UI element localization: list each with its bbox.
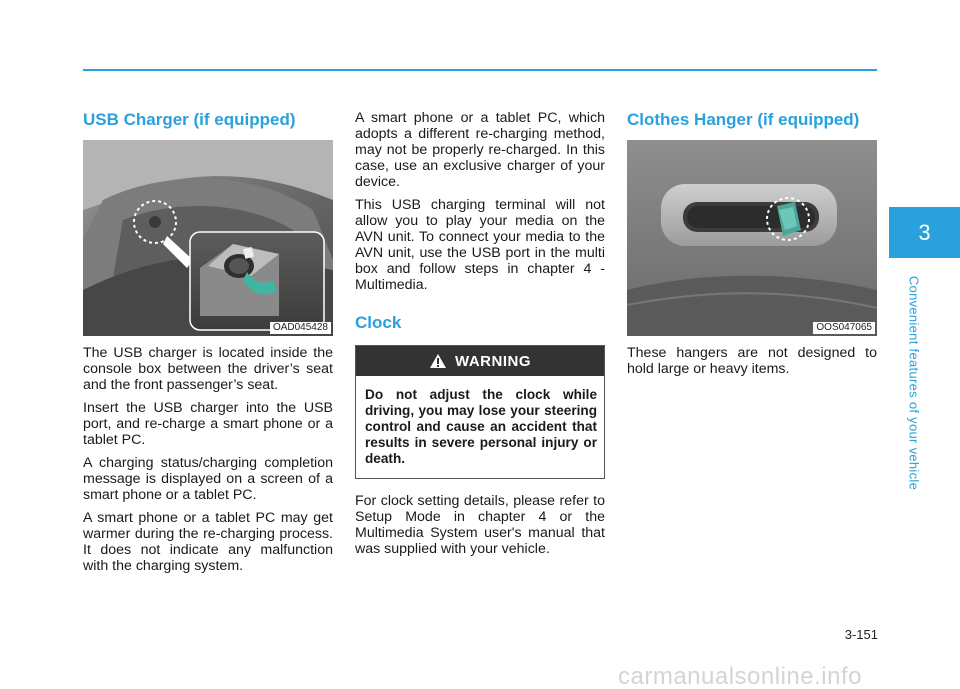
warning-title: WARNING (455, 352, 531, 370)
usb-continued-body (355, 110, 605, 293)
usb-section (83, 108, 333, 581)
usb-charger-figure (83, 140, 333, 336)
clock-heading: Clock (355, 313, 402, 332)
clock-body (355, 493, 605, 557)
hanger-figure (627, 140, 877, 336)
usb-paragraph-4: A smart phone or a tablet PC may get warmer during the re-charging process. It does not indicate any malfunction with the charging system. (83, 510, 333, 574)
top-rule (83, 69, 877, 71)
clothes-hanger-illustration (627, 140, 877, 336)
usb-figure-code: OAD045428 (270, 322, 331, 334)
hanger-section (627, 108, 877, 384)
usb-continued-paragraph-1: A smart phone or a tablet PC, which adopts a different re-charging method, may not be properly re-charged. In this case, use an exclusive charger of your device. (355, 110, 605, 190)
chapter-title: Convenient features of your vehicle (906, 275, 922, 491)
usb-body (83, 345, 333, 574)
usb-continued-paragraph-2: This USB charging terminal will not allow you to play your media on the AVN unit. To connect your media to the AVN unit, use the USB port in the multi box and follow steps in chapter 4 - Multimedia. (355, 197, 605, 293)
warning-box (355, 345, 605, 479)
usb-console-illustration (83, 140, 333, 336)
usb-continued-and-clock (355, 110, 605, 564)
warning-header (356, 346, 604, 376)
hanger-heading: Clothes Hanger (if equipped) (627, 110, 860, 129)
hanger-figure-code: OOS047065 (813, 322, 875, 334)
usb-paragraph-2: Insert the USB charger into the USB port, and re-charge a smart phone or a tablet PC. (83, 400, 333, 448)
page-number: 3-151 (844, 627, 878, 642)
chapter-number: 3 (918, 220, 931, 245)
chapter-title-vertical (904, 268, 924, 498)
usb-paragraph-3: A charging status/charging completion message is displayed on a screen of a smart phone or a tablet PC. (83, 455, 333, 503)
warning-text: Do not adjust the clock while driving, you may lose your steering control and cause an accident that results in severe personal injury or death. (365, 387, 597, 466)
clock-paragraph: For clock setting details, please refer to Setup Mode in chapter 4 or the Multimedia System user's manual that was supplied with your vehicle. (355, 493, 605, 557)
usb-paragraph-1: The USB charger is located inside the console box between the driver’s seat and the front passenger’s seat. (83, 345, 333, 393)
warning-triangle-icon (429, 353, 447, 369)
hanger-body (627, 345, 877, 377)
hanger-paragraph: These hangers are not designed to hold large or heavy items. (627, 345, 877, 377)
usb-heading: USB Charger (if equipped) (83, 110, 296, 129)
watermark: carmanualsonline.info (618, 663, 862, 689)
